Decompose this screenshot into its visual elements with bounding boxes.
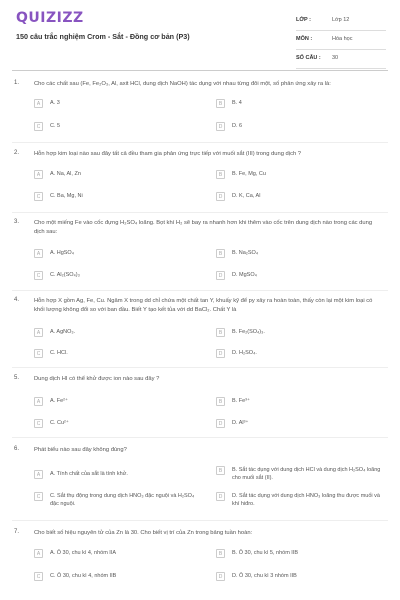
option-text: C. Cu²⁺ (50, 420, 69, 426)
option-text: B. Fe³⁺ (232, 398, 250, 404)
option-text: D. Al³⁺ (232, 420, 249, 426)
option-letter-box: A (34, 470, 43, 479)
option-letter-box: C (34, 419, 43, 428)
option-letter-box: D (216, 419, 225, 428)
question-divider (12, 367, 388, 368)
question-text: Phát biểu nào sau đây không đúng? (34, 447, 127, 453)
option-text: C. Ba, Mg, Ni (50, 193, 83, 199)
question-number: 2. (14, 150, 20, 156)
option-text: C. HCl. (50, 350, 68, 356)
option-text: A. AgNO₃. (50, 329, 76, 335)
option-letter-box: B (216, 328, 225, 337)
option-letter-box: A (34, 549, 43, 558)
meta-count-value: 30 (332, 55, 339, 61)
option-text: A. HgSO₄ (50, 250, 74, 256)
option-text: A. Tính chất của sắt là tính khử. (50, 471, 128, 477)
meta-count-key: SỐ CÂU : (296, 55, 321, 61)
option-letter-box: A (34, 328, 43, 337)
option-letter-box: D (216, 572, 225, 581)
meta-subject-row (296, 31, 386, 50)
meta-class-row (296, 12, 386, 31)
option-text: D. Ô 30, chu kì 3 nhóm IIB (232, 573, 297, 579)
worksheet-title: 150 câu trắc nghiệm Crom - Sắt - Đồng cơ bản (P3) (16, 32, 190, 41)
option-letter-box: C (34, 572, 43, 581)
option-text: A. Ô 30, chu kì 4, nhóm IIA (50, 550, 117, 556)
option-letter-box: B (216, 99, 225, 108)
question-number: 5. (14, 375, 20, 381)
option-text: B. Fe₂(SO₄)₃. (232, 329, 265, 335)
option-letter-box: B (216, 170, 225, 179)
question-divider (12, 212, 388, 213)
option-letter-box: C (34, 271, 43, 280)
option-letter-box: A (34, 99, 43, 108)
option-letter-box: C (34, 349, 43, 358)
option-letter-box: D (216, 122, 225, 131)
option-text: C. 5 (50, 123, 61, 129)
option-text: C. Sắt thụ động trong dung dịch HNO₃ đặc nguội và H₂SO₄ đặc nguội. (50, 493, 195, 507)
option-letter-box: D (216, 349, 225, 358)
header-divider (12, 70, 388, 71)
option-text: C. Al₂(SO₄)₃ (50, 272, 80, 278)
option-letter-box: C (34, 492, 43, 501)
option-text: D. 6 (232, 123, 243, 129)
option-text: A. 3 (50, 100, 60, 106)
quizizz-logo: QUIZIZZ (16, 10, 84, 26)
option-letter-box: D (216, 192, 225, 201)
question-text: Cho các chất sau (Fe, Fe₂O₃, Al, axit HCl, dung dịch NaOH) tác dụng với nhau từng đôi một, số phản ứng xảy ra là: (34, 81, 331, 87)
question-divider (12, 142, 388, 143)
option-text: C. Ô 30, chu kì 4, nhóm IIB (50, 573, 117, 579)
option-text: D. H₂SO₄. (232, 350, 257, 356)
option-text: D. MgSO₄ (232, 272, 257, 278)
question-text: Hỗn hợp kim loại nào sau đây tất cả đều tham gia phản ứng trực tiếp với muối sắt (III) trong dung dịch ? (34, 151, 302, 157)
question-number: 7. (14, 529, 20, 535)
option-text: A. Na, Al, Zn (50, 171, 81, 177)
option-letter-box: D (216, 492, 225, 501)
worksheet-header (0, 0, 400, 64)
option-letter-box: B (216, 249, 225, 258)
option-text: D. Sắt tác dụng với dung dịch HNO₃ loãng thu được muối và khí hiđro. (232, 493, 380, 507)
option-letter-box: C (34, 122, 43, 131)
option-text: B. Na₂SO₄ (232, 250, 259, 256)
meta-subject-key: MÔN : (296, 36, 313, 42)
option-letter-box: A (34, 249, 43, 258)
question-text: Dung dịch HI có thể khử được ion nào sau đây ? (34, 376, 160, 382)
question-divider (12, 290, 388, 291)
question-divider (12, 520, 388, 521)
option-text: B. 4 (232, 100, 242, 106)
question-text: Hỗn hợp X gồm Ag, Fe, Cu. Ngâm X trong dd chỉ chứa một chất tan Y, khuấy kỹ để py xảy ra hoàn toàn, thấy còn lại một kim loại có khối lượng không đổi so với ban đầu. Biết Y tạo kết tủa với dd BaCl₂. Chất Y là (34, 298, 373, 313)
option-text: B. Ô 30, chu kì 5, nhóm IIB (232, 550, 299, 556)
meta-class-value: Lớp 12 (332, 17, 350, 23)
option-letter-box: A (34, 397, 43, 406)
option-letter-box: A (34, 170, 43, 179)
question-text: Cho biết số hiệu nguyên tử của Zn là 30. Cho biết vị trí của Zn trong bảng tuần hoàn: (34, 530, 253, 536)
option-letter-box: B (216, 549, 225, 558)
option-letter-box: B (216, 466, 225, 475)
option-letter-box: D (216, 271, 225, 280)
question-number: 4. (14, 297, 20, 303)
question-number: 6. (14, 446, 20, 452)
question-text: Cho một miếng Fe vào cốc đựng H₂SO₄ loãng. Bọt khí H₂ sẽ bay ra nhanh hơn khi thêm vào cốc trên dung dịch nào trong các dung dịch sau: (34, 220, 373, 235)
question-divider (12, 437, 388, 438)
option-text: B. Sắt tác dụng với dung dịch HCl và dung dịch H₂SO₄ loãng cho muối sắt (II). (232, 467, 381, 481)
option-text: B. Fe, Mg, Cu (232, 171, 266, 177)
meta-count-row (296, 50, 386, 69)
option-text: D. K, Ca, Al (232, 193, 261, 199)
option-letter-box: B (216, 397, 225, 406)
option-text: A. Fe²⁺ (50, 398, 68, 404)
option-letter-box: C (34, 192, 43, 201)
meta-class-key: LỚP : (296, 17, 311, 23)
worksheet-meta (296, 12, 386, 69)
question-number: 3. (14, 219, 20, 225)
meta-subject-value: Hóa học (332, 36, 353, 42)
question-number: 1. (14, 80, 20, 86)
